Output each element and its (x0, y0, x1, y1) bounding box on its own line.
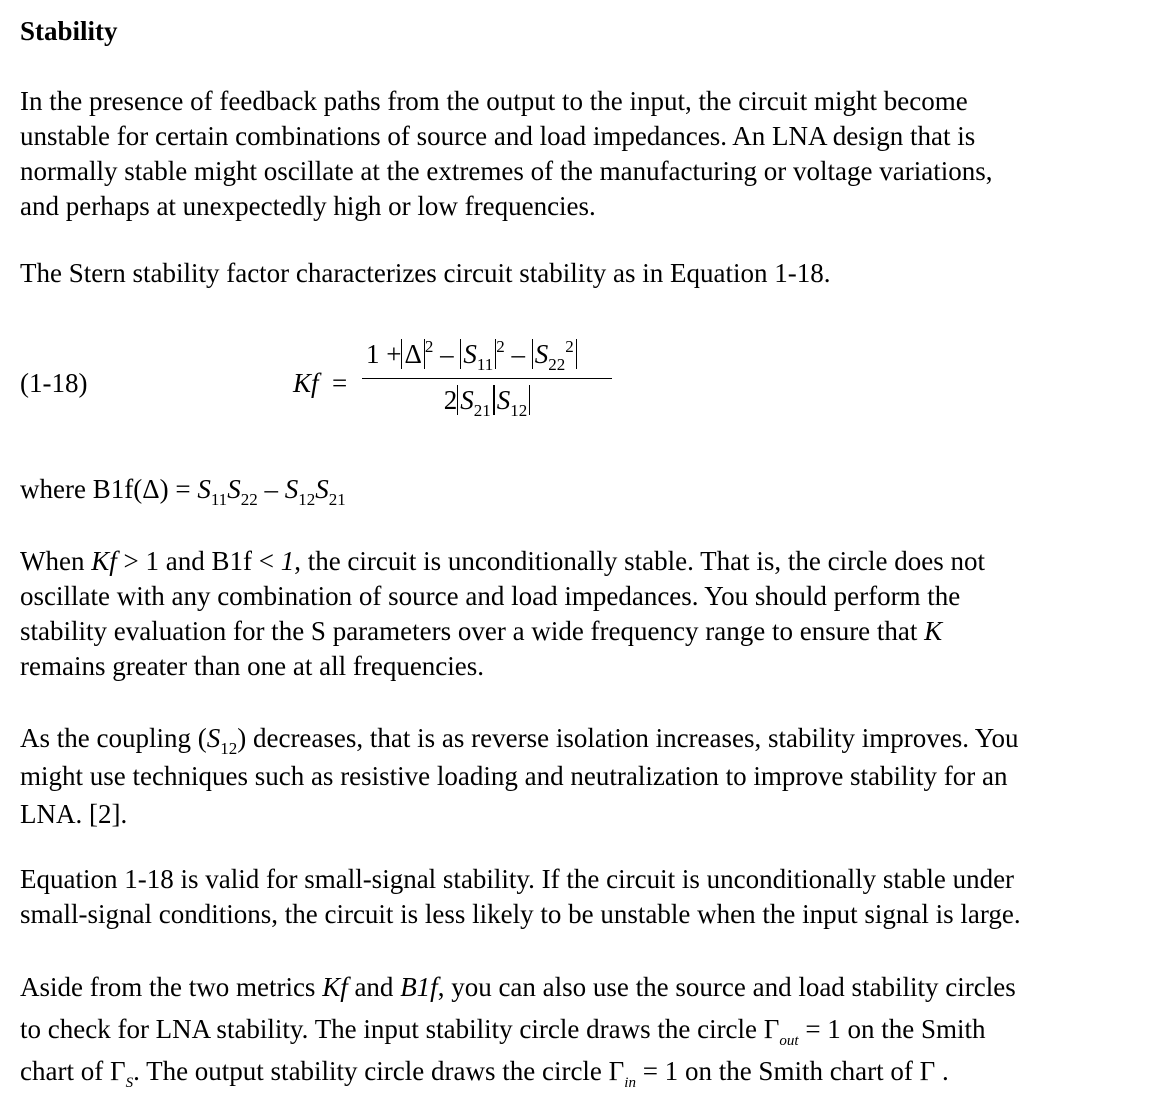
stability-circles-paragraph (20, 966, 1150, 1092)
intro-paragraph (20, 84, 1150, 224)
text-line: unstable for certain combinations of source and load impedances. An LNA design that is (20, 121, 976, 151)
text-line: As the coupling $(S_{12})$ decreases, that is as reverse isolation increases, stability improves. You (20, 723, 1019, 758)
equation-lhs: Kf = (293, 368, 348, 398)
text-line: and perhaps at unexpectedly high or low frequencies. (20, 191, 596, 221)
coupling-paragraph (20, 719, 1150, 833)
stern-paragraph: The Stern stability factor characterizes circuit stability as in Equation 1-18. (20, 258, 831, 288)
small-signal-paragraph (20, 862, 1150, 932)
fraction-bar (362, 378, 612, 379)
text-line: LNA. [2]. (20, 799, 128, 829)
where-clause: where $B1f(\Delta) = S_{11}S_{22} - S_{12}S_{21}$ (20, 474, 346, 509)
fraction-denominator: 2 $S_{21}$ $S_{12}$ (362, 383, 612, 417)
text-line: When Kf > 1 and B1f < 1, the circuit is unconditionally stable. That is, the circle does not (20, 546, 986, 576)
text-line: Equation 1-18 is valid for small-signal stability. If the circuit is unconditionally stable under (20, 864, 1015, 894)
text-line: chart of $\Gamma_S$. The output stability circle draws the circle $\Gamma_{in} = 1$ on the Smith chart of Γ . (20, 1056, 949, 1091)
text-line: normally stable might oscillate at the extremes of the manufacturing or voltage variations, (20, 156, 993, 186)
text-line: might use techniques such as resistive loading and neutralization to improve stability for an (20, 761, 1008, 791)
text-line: small-signal conditions, the circuit is less likely to be unstable when the input signal is large. (20, 899, 1021, 929)
text-line: In the presence of feedback paths from the output to the input, the circuit might become (20, 86, 968, 116)
fraction-numerator: 1 + Δ $^2 - S_{11}^2 - S_{22}^2$ (362, 332, 612, 376)
text-line: stability evaluation for the S parameters over a wide frequency range to ensure that K (20, 616, 943, 646)
unconditional-paragraph (20, 544, 1150, 684)
section-heading: Stability (20, 16, 118, 46)
stability-fraction (362, 332, 612, 420)
text-line: to check for LNA stability. The input stability circle draws the circle $\Gamma_{out} = 1$ on the Smith (20, 1014, 986, 1049)
equation-number: (1-18) (20, 368, 88, 398)
text-line: oscillate with any combination of source and load impedances. You should perform the (20, 581, 961, 611)
text-line: remains greater than one at all frequencies. (20, 651, 485, 681)
text-line: Aside from the two metrics Kf and B1f, you can also use the source and load stability circles (20, 972, 1016, 1002)
